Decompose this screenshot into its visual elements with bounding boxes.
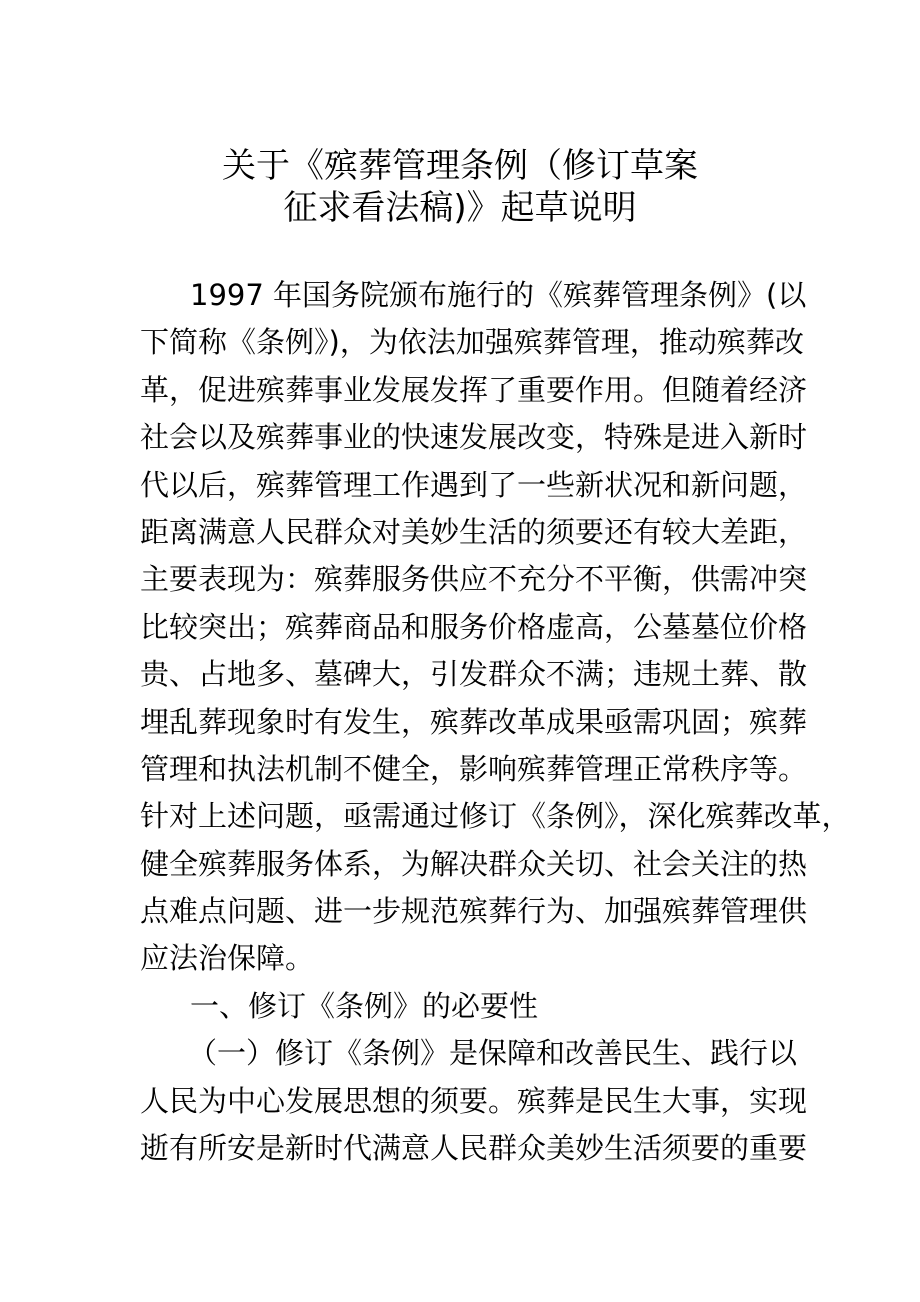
body-line: 比较突出；殡葬商品和服务价格虚高，公墓墓位价格 <box>140 609 808 644</box>
body-line: 管理和执法机制不健全，影响殡葬管理正常秩序等。 <box>140 751 808 786</box>
body-line: 应法治保障。 <box>140 941 315 976</box>
body-line: 主要表现为：殡葬服务供应不充分不平衡，供需冲突 <box>140 562 808 597</box>
body-line: 距离满意人民群众对美妙生活的须要还有较大差距， <box>140 514 808 549</box>
body-line: 人民为中心发展思想的须要。殡葬是民生大事，实现 <box>140 1083 808 1118</box>
body-line: 健全殡葬服务体系，为解决群众关切、社会关注的热 <box>140 846 808 881</box>
body-line: 革，促进殡葬事业发展发挥了重要作用。但随着经济 <box>140 372 808 407</box>
subsection-line: （一）修订《条例》是保障和改善民生、践行以 <box>188 1036 798 1071</box>
document-title-line-2: 征求看法稿)》起草说明 <box>283 188 637 228</box>
body-line: 埋乱葬现象时有发生，殡葬改革成果亟需巩固；殡葬 <box>140 704 808 739</box>
body-line: 1997 年国务院颁布施行的《殡葬管理条例》(以 <box>190 278 807 312</box>
body-line: 下简称《条例》)，为依法加强殡葬管理，推动殡葬改 <box>140 325 804 360</box>
section-heading: 一、修订《条例》的必要性 <box>190 988 539 1023</box>
document-body <box>140 272 851 1172</box>
body-line: 贵、占地多、墓碑大，引发群众不满；违规土葬、散 <box>140 657 808 692</box>
body-line: 代以后，殡葬管理工作遇到了一些新状况和新问题， <box>140 467 808 502</box>
body-line: 针对上述问题，亟需通过修订《条例》，深化殡葬改革， <box>140 799 851 834</box>
body-line: 社会以及殡葬事业的快速发展改变，特殊是进入新时 <box>140 420 808 455</box>
body-line: 点难点问题、进一步规范殡葬行为、加强殡葬管理供 <box>140 894 808 929</box>
document-title-line-1: 关于《殡葬管理条例（修订草案 <box>222 146 698 186</box>
body-line: 逝有所安是新时代满意人民群众美妙生活须要的重要 <box>140 1131 808 1166</box>
